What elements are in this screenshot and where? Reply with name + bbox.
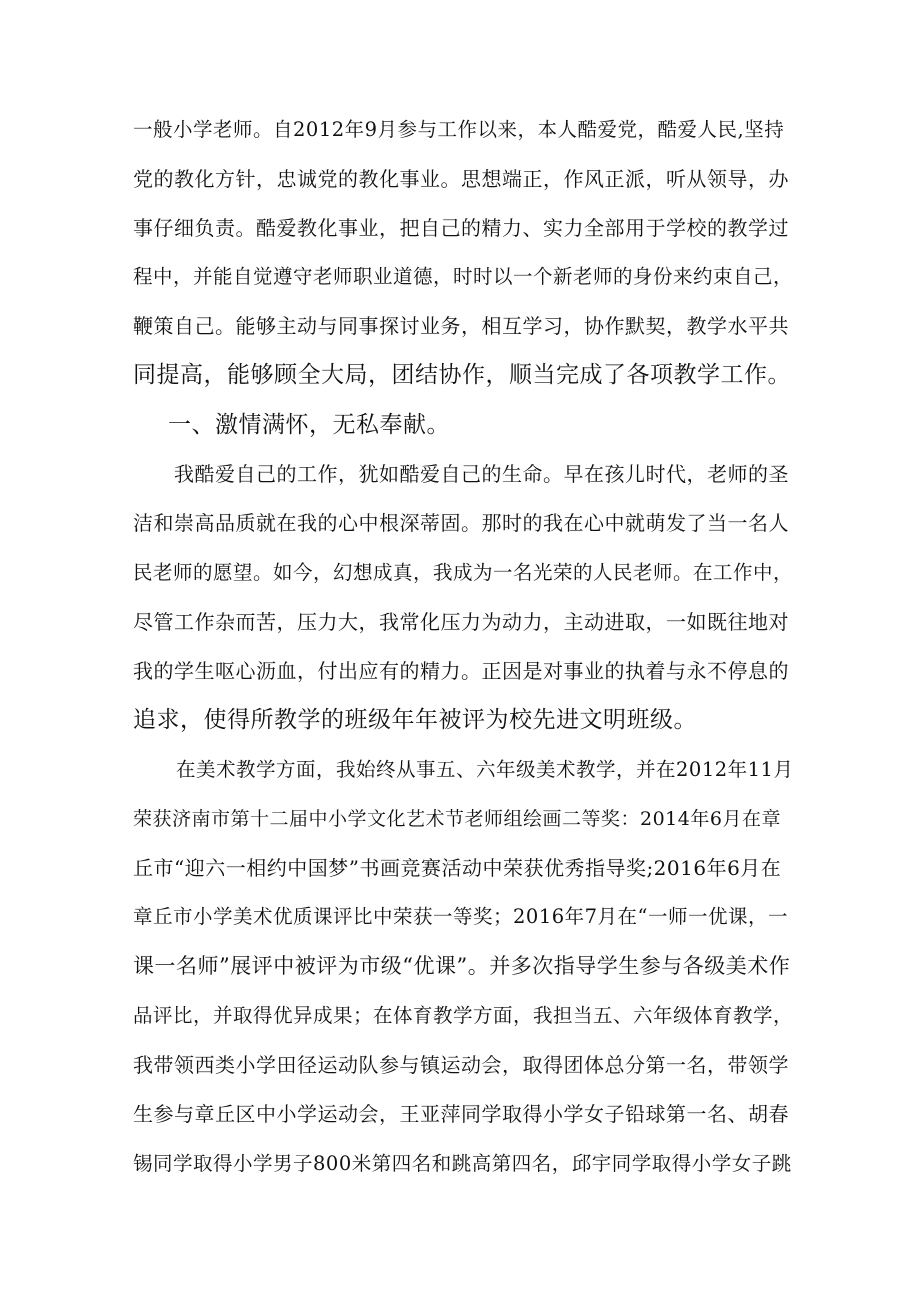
paragraph-line: 在美术教学方面，我始终从事五、六年级美术教学，并在2012年11月 — [176, 758, 794, 781]
paragraph-line: 同提高，能够顾全大局，团结协作，顺当完成了各项教学工作。 — [133, 362, 791, 388]
paragraph-line: 党的教化方针，忠诚党的教化事业。思想端正，作风正派，听从领导，办 — [133, 167, 789, 191]
paragraph-line: 生参与章丘区中小学运动会，王亚萍同学取得小学女子铅球第一名、胡春 — [133, 1102, 789, 1126]
paragraph-line: 追求，使得所教学的班级年年被评为校先进文明班级。 — [133, 707, 697, 733]
paragraph-line: 事仔细负责。酷爱教化事业，把自己的精力、实力全部用于学校的教学过 — [133, 216, 789, 240]
paragraph-line: 我的学生呕心沥血，付出应有的精力。正因是对事业的执着与永不停息的 — [133, 659, 789, 683]
paragraph-line: 丘市“迎六一相约中国梦”书画竞赛活动中荣获优秀指导奖;2016年6月在 — [133, 856, 782, 880]
paragraph-line: 课一名师”展评中被评为市级“优课”。并多次指导学生参与各级美术作 — [133, 954, 791, 978]
paragraph-line: 荣获济南市第十二届中小学文化艺术节老师组绘画二等奖：2014年6月在章 — [133, 808, 781, 830]
paragraph-line: 洁和崇高品质就在我的心中根深蒂固。那时的我在心中就萌发了当一名人 — [133, 511, 789, 535]
paragraph-line: 程中，并能自觉遵守老师职业道德，时时以一个新老师的身份来约束自己， — [133, 265, 794, 288]
paragraph-line: 锡同学取得小学男子800米第四名和跳高第四名，邱宇同学取得小学女子跳 — [133, 1152, 792, 1175]
paragraph-line: 章丘市小学美术优质课评比中荣获一等奖；2016年7月在“一师一优课，一 — [133, 905, 789, 928]
paragraph-line: 我酷爱自己的工作，犹如酷爱自己的生命。早在孩儿时代，老师的圣 — [174, 462, 789, 486]
paragraph-line: 我带领西类小学田径运动队参与镇运动会，取得团体总分第一名，带领学 — [133, 1053, 789, 1077]
paragraph-line: 尽管工作杂而苦，压力大，我常化压力为动力，主动进取，一如既往地对 — [133, 610, 789, 634]
paragraph-line: 鞭策自己。能够主动与同事探讨业务，相互学习，协作默契，教学水平共 — [133, 314, 789, 338]
paragraph-line: 民老师的愿望。如今，幻想成真，我成为一名光荣的人民老师。在工作中， — [133, 561, 794, 584]
paragraph-line: 品评比，并取得优异成果；在体育教学方面，我担当五、六年级体育教学， — [133, 1004, 794, 1027]
paragraph-line: 一般小学老师。自2012年9月参与工作以来，本人酷爱党，酷爱人民,坚持 — [133, 118, 785, 141]
section-heading: 一、激情满怀，无私奉献。 — [168, 412, 450, 438]
